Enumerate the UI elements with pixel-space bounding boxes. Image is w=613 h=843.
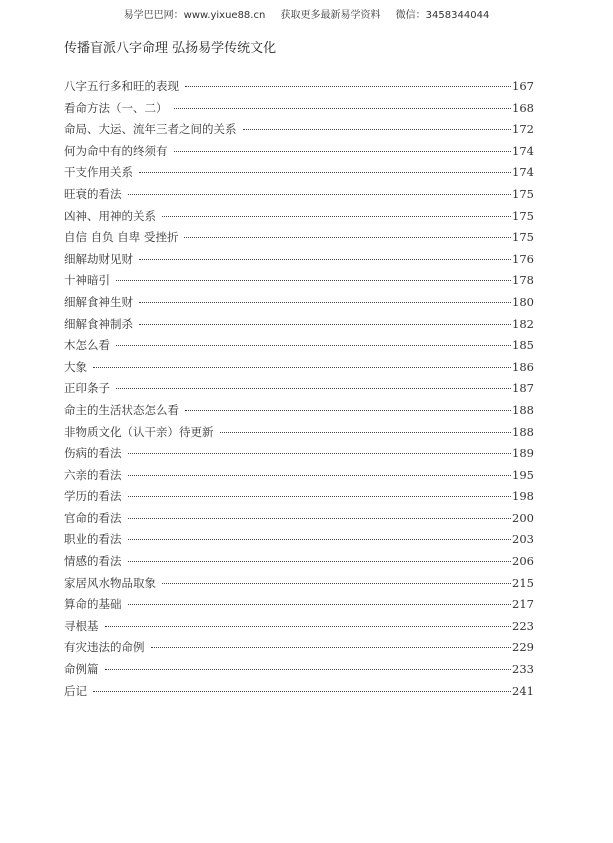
toc-entry-page: 185: [512, 338, 534, 353]
toc-entry-page: 188: [512, 402, 534, 417]
toc-entry[interactable]: [64, 186, 534, 208]
toc-entry[interactable]: [64, 251, 534, 273]
toc-entry[interactable]: [64, 424, 534, 446]
dot-leader: [184, 237, 511, 238]
dot-leader: [220, 432, 512, 433]
toc-entry-title: 命例篇: [64, 662, 99, 677]
toc-entry-title: 有灾违法的命例: [64, 640, 145, 655]
header-slogan: 获取更多最新易学资料: [280, 10, 381, 21]
toc-entry[interactable]: [64, 359, 534, 381]
toc-entry-page: 198: [512, 489, 534, 504]
toc-entry-page: 215: [512, 575, 534, 590]
toc-entry-title: 凶神、用神的关系: [64, 208, 156, 223]
dot-leader: [128, 604, 512, 605]
toc-entry-page: 174: [512, 165, 534, 180]
toc-entry-title: 十神暗引: [64, 273, 110, 288]
toc-entry-title: 非物质文化（认干亲）待更新: [64, 424, 214, 439]
toc-entry[interactable]: [64, 316, 534, 338]
toc-entry-page: 206: [512, 554, 534, 569]
toc-entry-title: 细解食神生财: [64, 294, 133, 309]
toc-entry[interactable]: [64, 380, 534, 402]
toc-entry-page: 168: [512, 100, 534, 115]
dot-leader: [162, 583, 511, 584]
toc-entry-page: 182: [512, 316, 534, 331]
toc-entry[interactable]: [64, 510, 534, 532]
toc-entry-title: 细解食神制杀: [64, 316, 133, 331]
toc-entry-page: 180: [512, 294, 534, 309]
toc-entry[interactable]: [64, 639, 534, 661]
toc-entry-title: 家居风水物品取象: [64, 575, 156, 590]
toc-entry-page: 176: [512, 251, 534, 266]
header-wechat: 微信：3458344044: [395, 10, 490, 21]
dot-leader: [174, 151, 512, 152]
toc-entry[interactable]: [64, 121, 534, 143]
dot-leader: [105, 626, 512, 627]
toc-entry-title: 学历的看法: [64, 489, 122, 504]
toc-entry-page: 178: [512, 273, 534, 288]
toc-entry-page: 233: [512, 662, 534, 677]
dot-leader: [162, 216, 511, 217]
toc-entry-title: 木怎么看: [64, 338, 110, 353]
toc-entry-page: 167: [512, 79, 534, 93]
header-site: 易学巴巴网：www.yixue88.cn: [123, 10, 266, 21]
dot-leader: [116, 280, 511, 281]
dot-leader: [128, 475, 512, 476]
page-title: 传播盲派八字命理 弘扬易学传统文化: [64, 41, 277, 56]
toc-entry-title: 寻根基: [64, 618, 99, 633]
page-header: [0, 6, 613, 21]
toc-entry-title: 旺衰的看法: [64, 186, 122, 201]
toc-entry-page: 229: [512, 640, 534, 655]
toc-entry[interactable]: [64, 229, 534, 251]
dot-leader: [128, 561, 512, 562]
toc-entry-title: 命局、大运、流年三者之间的关系: [64, 122, 237, 137]
table-of-contents: [64, 78, 534, 704]
toc-entry-title: 官命的看法: [64, 510, 122, 525]
toc-entry-title: 职业的看法: [64, 532, 122, 547]
dot-leader: [243, 129, 512, 130]
toc-entry[interactable]: [64, 164, 534, 186]
toc-entry-page: 175: [512, 230, 534, 245]
toc-entry-title: 后记: [64, 683, 87, 698]
toc-entry[interactable]: [64, 488, 534, 510]
toc-entry[interactable]: [64, 272, 534, 294]
dot-leader: [128, 518, 512, 519]
toc-entry-page: 223: [512, 618, 534, 633]
toc-entry-title: 何为命中有的终须有: [64, 143, 168, 158]
dot-leader: [128, 496, 512, 497]
toc-entry-page: 186: [512, 359, 534, 374]
toc-entry-page: 195: [512, 467, 534, 482]
toc-entry-title: 情感的看法: [64, 554, 122, 569]
toc-entry-page: 175: [512, 186, 534, 201]
dot-leader: [116, 388, 511, 389]
toc-entry[interactable]: [64, 531, 534, 553]
toc-entry-title: 六亲的看法: [64, 467, 122, 482]
toc-entry-title: 干支作用关系: [64, 165, 133, 180]
toc-entry[interactable]: [64, 575, 534, 597]
toc-entry[interactable]: [64, 683, 534, 705]
dot-leader: [185, 410, 511, 411]
toc-entry-page: 174: [512, 143, 534, 158]
dot-leader: [174, 108, 512, 109]
toc-entry-title: 命主的生活状态怎么看: [64, 402, 179, 417]
toc-entry-title: 算命的基础: [64, 597, 122, 612]
toc-entry-title: 看命方法（一、二）: [64, 100, 168, 115]
toc-entry-page: 217: [512, 597, 534, 612]
toc-entry-title: 大象: [64, 359, 87, 374]
toc-entry-title: 伤病的看法: [64, 446, 122, 461]
toc-entry[interactable]: [64, 294, 534, 316]
dot-leader: [116, 345, 511, 346]
toc-entry[interactable]: [64, 661, 534, 683]
dot-leader: [93, 367, 511, 368]
toc-entry[interactable]: [64, 445, 534, 467]
toc-entry-page: 241: [512, 683, 534, 698]
dot-leader: [185, 86, 511, 87]
dot-leader: [139, 172, 511, 173]
toc-entry-title: 八字五行多和旺的表现: [64, 79, 179, 93]
toc-entry-page: 175: [512, 208, 534, 223]
toc-entry-page: 189: [512, 446, 534, 461]
toc-entry-page: 187: [512, 381, 534, 396]
toc-entry[interactable]: [64, 78, 534, 100]
dot-leader: [128, 453, 512, 454]
toc-entry-page: 203: [512, 532, 534, 547]
dot-leader: [139, 259, 511, 260]
toc-entry[interactable]: [64, 337, 534, 359]
toc-entry[interactable]: [64, 596, 534, 618]
dot-leader: [151, 647, 512, 648]
dot-leader: [139, 302, 511, 303]
dot-leader: [93, 691, 511, 692]
toc-entry[interactable]: [64, 208, 534, 230]
toc-entry[interactable]: [64, 100, 534, 122]
toc-entry-title: 自信 自负 自卑 受挫折: [64, 230, 179, 245]
toc-entry-page: 200: [512, 510, 534, 525]
dot-leader: [128, 539, 512, 540]
dot-leader: [128, 194, 512, 195]
toc-entry-page: 188: [512, 424, 534, 439]
toc-entry[interactable]: [64, 618, 534, 640]
toc-entry-title: 正印条子: [64, 381, 110, 396]
toc-entry[interactable]: [64, 553, 534, 575]
toc-entry[interactable]: [64, 143, 534, 165]
dot-leader: [105, 669, 512, 670]
toc-entry[interactable]: [64, 402, 534, 424]
toc-entry-page: 172: [512, 122, 534, 137]
toc-entry-title: 细解劫财见财: [64, 251, 133, 266]
dot-leader: [139, 324, 511, 325]
toc-entry[interactable]: [64, 467, 534, 489]
